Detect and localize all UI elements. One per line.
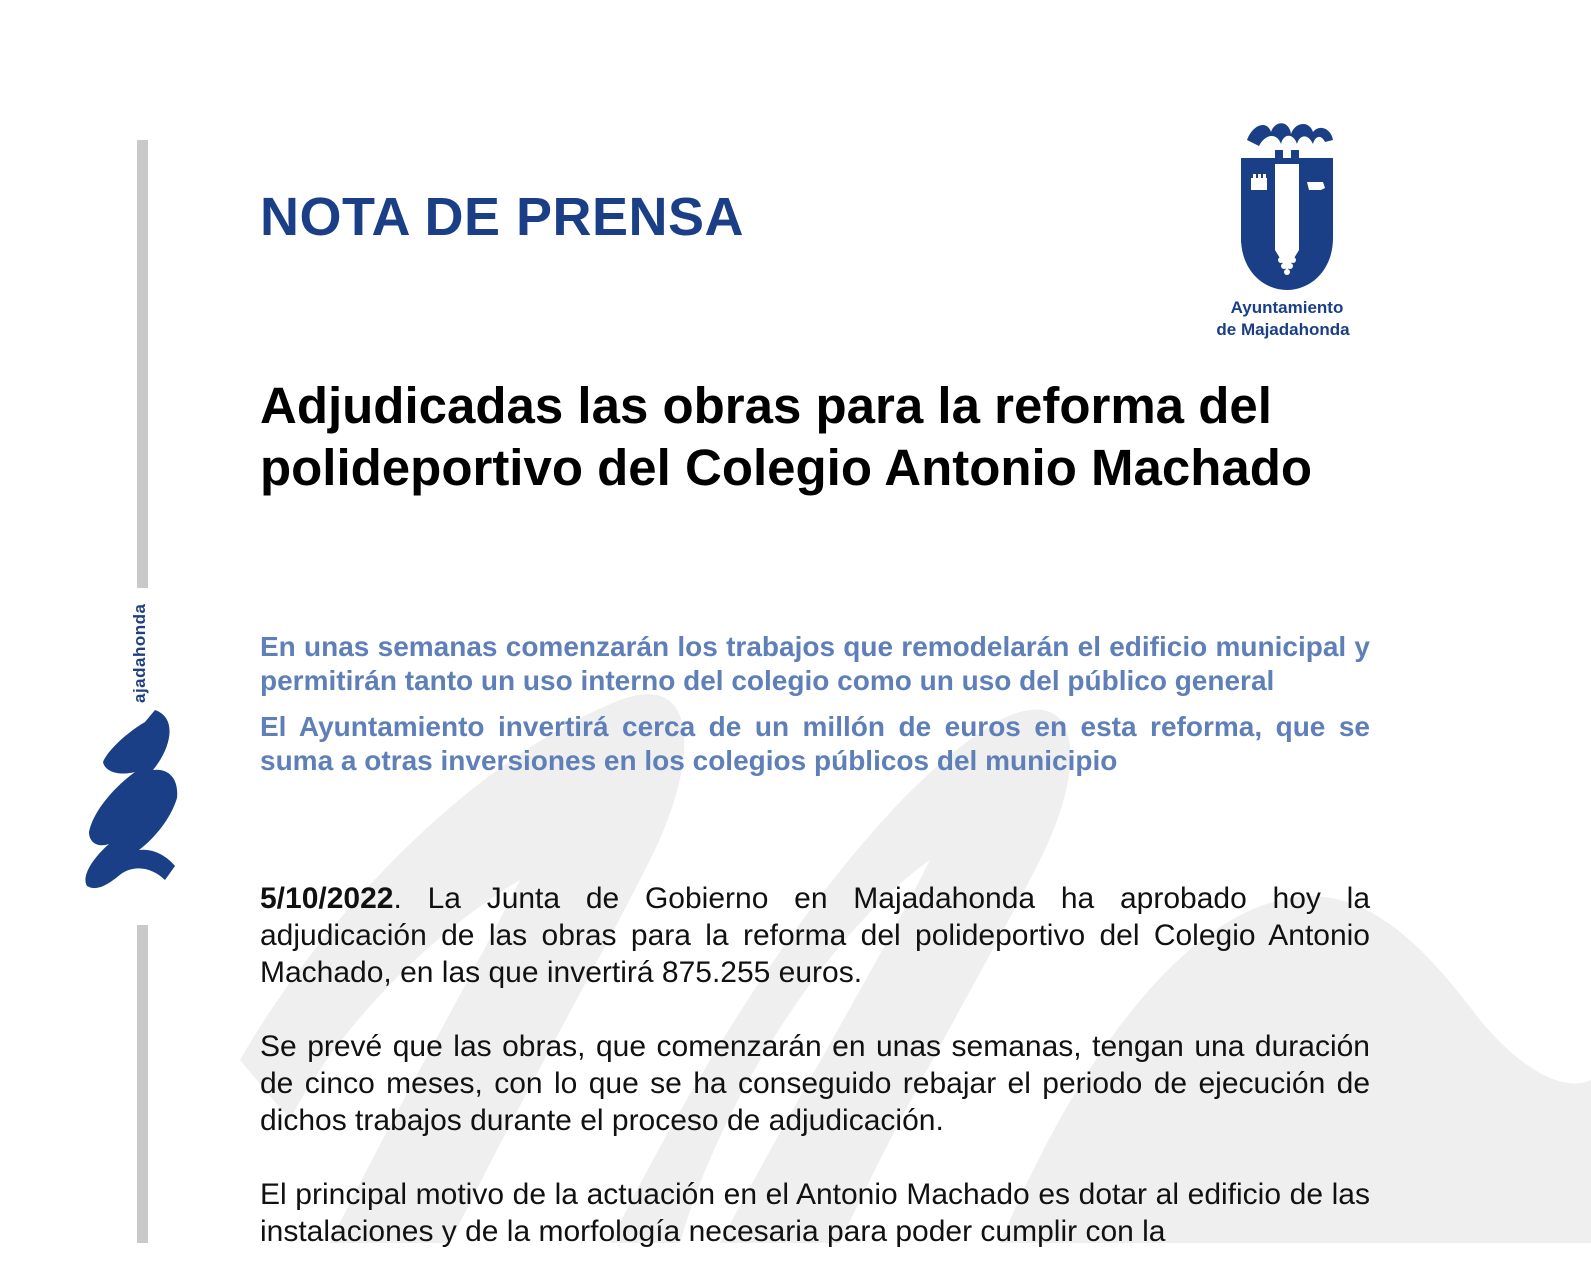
sidebar-wordmark: ajadahonda [130, 603, 149, 703]
article-title: Adjudicadas las obras para la reforma del polideportivo del Colegio Antonio Machado [260, 377, 1313, 496]
article-body [260, 880, 1370, 1287]
logo-text-line1: Ayuntamiento [1230, 298, 1344, 317]
page-header-title: NOTA DE PRENSA [260, 187, 745, 247]
logo-text-line2: de Majadahonda [1216, 320, 1350, 339]
municipality-logo [1216, 110, 1352, 341]
majadahonda-m-logo-icon [83, 708, 183, 898]
article-paragraph: El principal motivo de la actuación en el Antonio Machado es dotar al edificio de las instalaciones y de la morfología necesaria para poder cumplir con la [260, 1178, 1370, 1248]
majadahonda-coat-of-arms-icon [1237, 110, 1337, 295]
article-paragraph [260, 880, 1370, 991]
article-subtitle: En unas semanas comenzarán los trabajos que remodelarán el edificio municipal y permitirán tanto un uso interno del colegio como un uso del público general [260, 631, 1370, 696]
sidebar-bar-bottom [137, 925, 148, 1243]
article-date: 5/10/2022 [260, 882, 394, 915]
article-subtitle: El Ayuntamiento invertirá cerca de un millón de euros en esta reforma, que se suma a otras inversiones en los colegios públicos del municipio [260, 711, 1370, 776]
article-subtitles [260, 630, 1370, 790]
sidebar-bar-top [137, 140, 148, 588]
article-paragraph-text: . La Junta de Gobierno en Majadahonda ha aprobado hoy la adjudicación de las obras para la reforma del polideportivo del Colegio Antonio Machado, en las que invertirá 875.255 euros. [260, 882, 1370, 989]
article-paragraph: Se prevé que las obras, que comenzarán en unas semanas, tengan una duración de cinco meses, con lo que se ha conseguido rebajar el periodo de ejecución de dichos trabajos durante el proceso de adjudicación. [260, 1030, 1370, 1137]
